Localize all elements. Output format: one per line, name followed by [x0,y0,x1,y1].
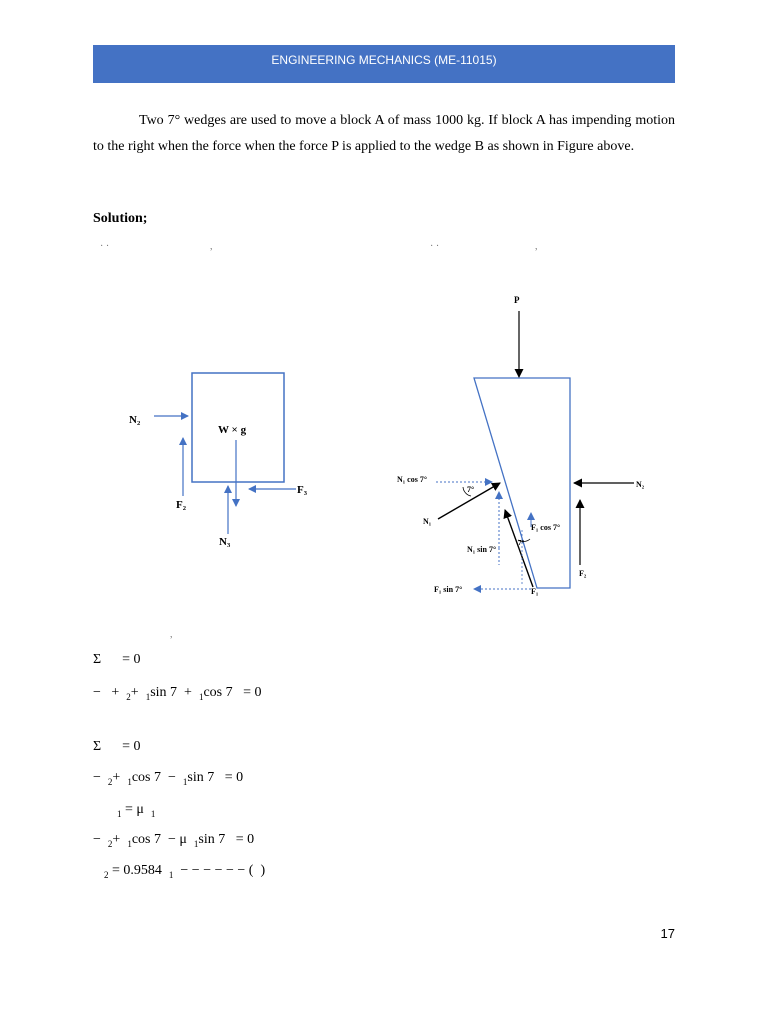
eq-part: cos 7 = 0 [203,685,262,700]
label-weight: W × g [218,424,247,436]
eq-part: sin 7 = 0 [198,832,255,847]
header-title: ENGINEERING MECHANICS (ME-11015) [271,53,497,67]
eq-part: sin 7 + [150,685,199,700]
eq-subscript: 1 [198,691,204,702]
eq-subscript: 1 [127,776,132,787]
eq-part: − [93,770,108,785]
label-f1-sin: F₁ sin 7° [434,585,463,594]
label-angle-mid: 7° [518,539,525,547]
eq-subscript: 1 [182,776,188,787]
faint-mark: , [170,629,173,640]
eq-subscript: 2 [107,838,113,849]
f1-arrow [505,510,533,587]
faint-mark: · · [100,241,110,252]
eq-part: − + [93,685,127,700]
equation-sum-fy: Σ = 0 [93,739,141,754]
eq-subscript: 1 [193,838,199,849]
eq-subscript: 1 [145,691,151,702]
eq-part: + [112,770,128,785]
eq-part: = 0.9584 [108,863,169,878]
label-f1-cos: F₁ cos 7° [531,523,561,532]
eq-part: + [130,685,146,700]
eq-subscript: 2 [107,776,113,787]
equation-fy-expanded [93,770,243,787]
label-n2: N₂ [129,414,141,426]
eq-subscript: 2 [126,691,131,702]
faint-mark: , [210,241,213,252]
label-n1: N₁ [423,517,432,526]
eq-part: = μ [121,802,151,817]
label-n1-cos: N₁ cos 7° [397,475,428,484]
eq-subscript: 1 [127,838,132,849]
label-angle-top: 7° [467,485,475,494]
eq-part: + [112,832,128,847]
problem-text: Two 7° wedges are used to move a block A of mass 1000 kg. If block A has impending motion to the right when the force when the force P is applied to the wedge B as shown in Figure above. [93,113,675,154]
page-number: 17 [660,926,675,941]
label-f2-wedge: F₂ [579,569,587,578]
eq-subscript: 1 [117,808,122,819]
label-n3: N₃ [219,536,231,548]
eq-subscript: 2 [104,869,109,880]
eq-part: cos 7 − [131,770,183,785]
label-n1-sin: N₁ sin 7° [467,545,497,554]
block-fbd [129,373,308,548]
eq-subscript: 1 [168,869,174,880]
equation-sum-fx: Σ = 0 [93,652,141,667]
eq-part: − − − − − − ( ) [173,863,266,878]
equation-fx-expanded [93,685,262,702]
eq-subscript: 1 [150,808,156,819]
label-f1: F₁ [531,587,539,596]
eq-part: − [93,832,108,847]
label-f2-block: F₂ [176,499,187,511]
equation-substituted [93,832,254,849]
faint-mark: , [535,241,538,252]
faint-mark: · · [430,241,440,252]
solution-heading: Solution; [93,211,148,226]
label-p: P [514,295,520,305]
wedge-fbd [397,295,645,596]
eq-part: sin 7 = 0 [187,770,244,785]
label-f3: F₃ [297,484,308,496]
equation-result [104,863,265,880]
equation-friction [117,802,155,819]
label-n2-wedge: N₂ [636,480,645,489]
eq-part: cos 7 − μ [131,832,194,847]
